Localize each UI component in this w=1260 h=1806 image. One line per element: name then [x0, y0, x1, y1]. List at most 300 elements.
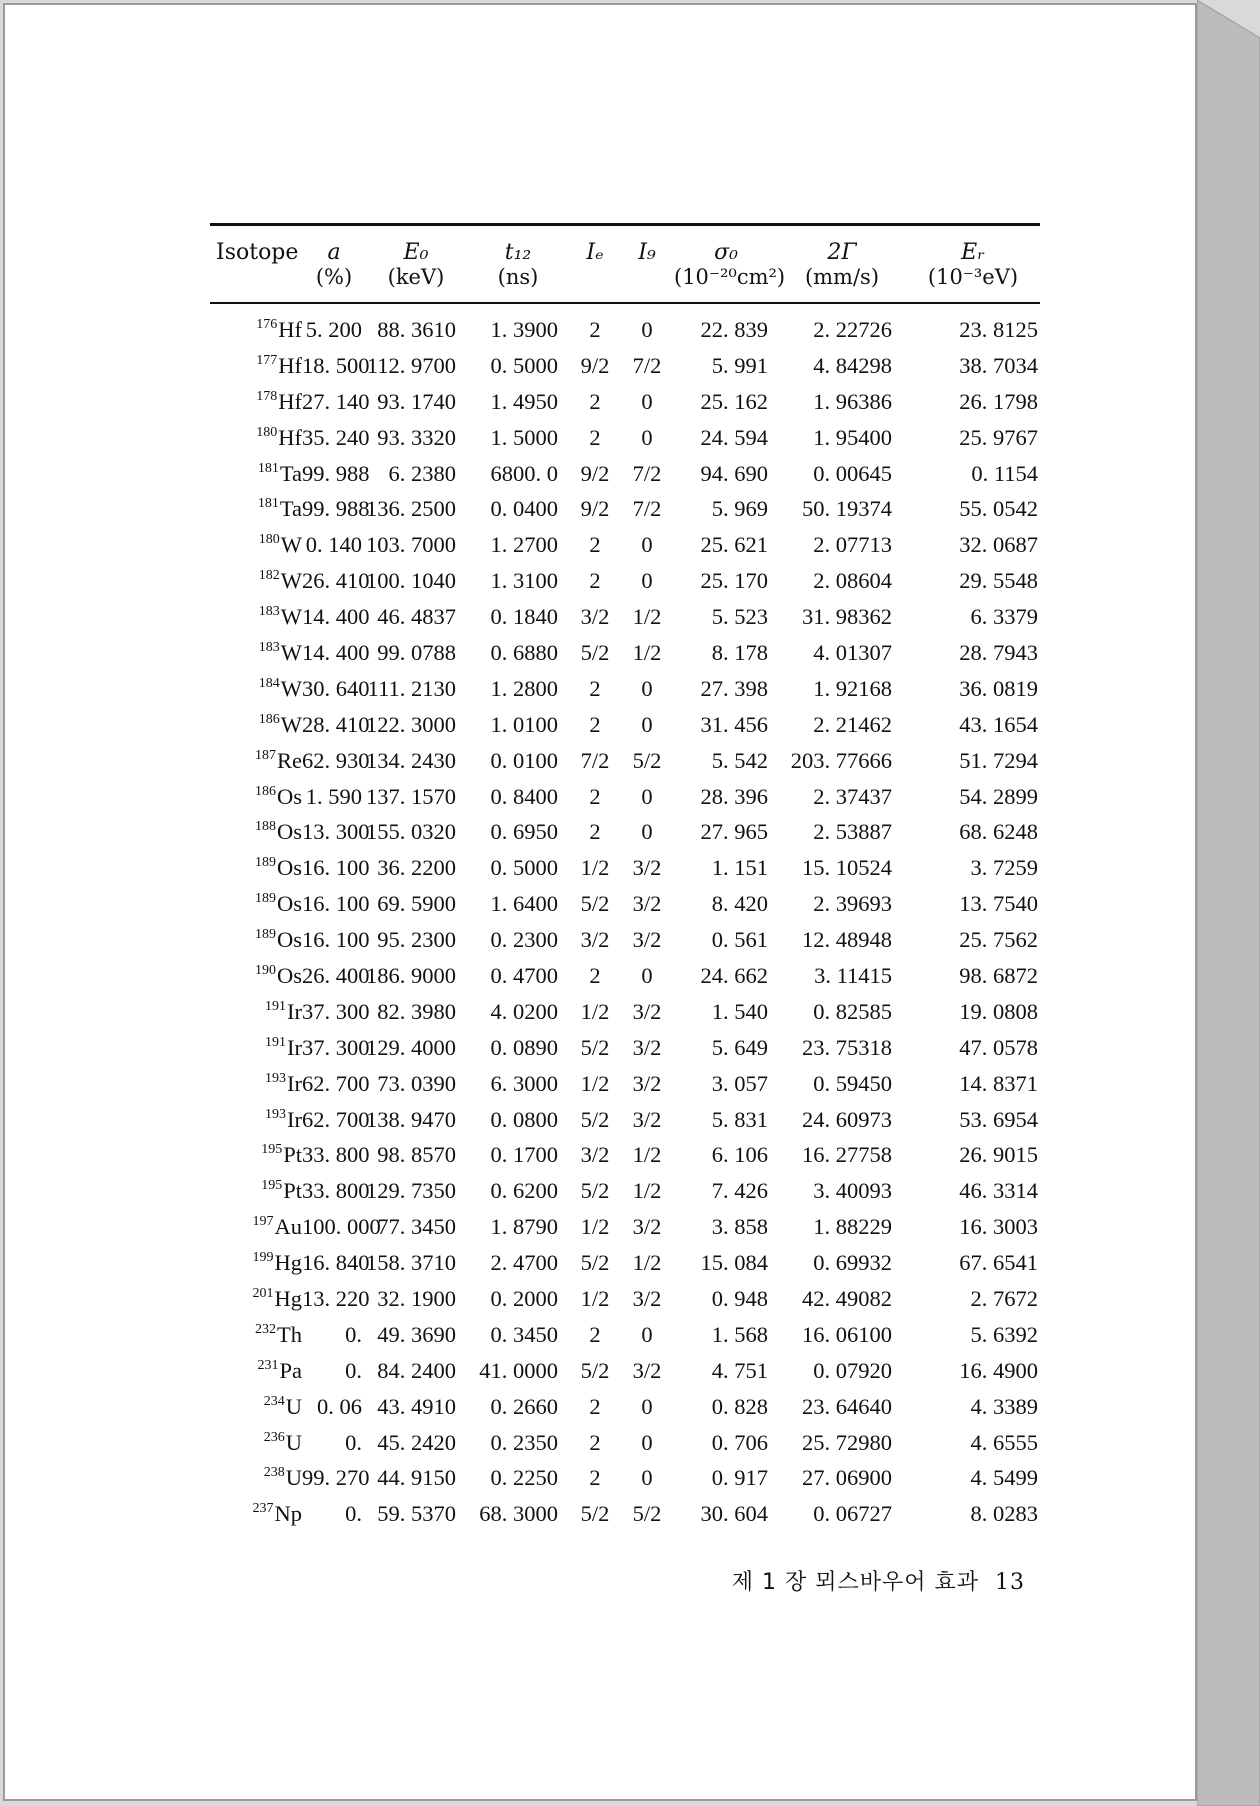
recoil-energy-cell: 14. 8371 [959, 1070, 1038, 1096]
ground-spin-cell: 3/2 [632, 1285, 662, 1311]
cross-section-cell: 3. 858 [711, 1214, 768, 1240]
ground-spin-cell: 7/2 [632, 496, 662, 522]
mass-number: 176 [256, 316, 278, 332]
element-symbol: W [280, 711, 302, 737]
table-row [210, 994, 1040, 1030]
halflife-cell: 0. 1840 [490, 604, 558, 630]
excited-spin-cell: 5/2 [580, 639, 610, 665]
recoil-energy-cell: 25. 7562 [959, 927, 1038, 953]
abundance-cell: 62. 930 [302, 747, 370, 773]
recoil-energy-cell: 16. 3003 [959, 1214, 1038, 1240]
halflife-cell: 1. 8790 [490, 1214, 558, 1240]
recoil-energy-cell: 0. 1154 [971, 460, 1038, 486]
element-symbol: Au [274, 1214, 302, 1240]
energy-cell: 82. 3980 [377, 998, 456, 1024]
cross-section-cell: 5. 991 [711, 352, 768, 378]
abundance-cell: 0. [345, 1429, 362, 1455]
mass-number: 178 [256, 388, 278, 404]
col-header-abundance: a (%) [315, 240, 353, 289]
energy-cell: 158. 3710 [366, 1250, 456, 1276]
element-symbol: Np [274, 1501, 302, 1527]
ground-spin-cell: 3/2 [632, 891, 662, 917]
cross-section-cell: 15. 084 [700, 1250, 768, 1276]
abundance-cell: 16. 100 [302, 855, 370, 881]
halflife-cell: 1. 4950 [490, 388, 558, 414]
cross-section-cell: 1. 151 [711, 855, 768, 881]
isotope-cell [210, 1461, 302, 1497]
abundance-cell: 26. 400 [302, 962, 370, 988]
isotope-cell [210, 491, 302, 527]
element-symbol: Os [276, 819, 302, 845]
excited-spin-cell: 2 [589, 962, 601, 988]
isotope-cell [210, 779, 302, 815]
element-symbol: Ir [287, 1070, 302, 1096]
isotope-cell [210, 304, 302, 348]
linewidth-cell: 23. 64640 [802, 1393, 892, 1419]
excited-spin-cell: 5/2 [580, 1357, 610, 1383]
ground-spin-cell: 7/2 [632, 352, 662, 378]
mass-number: 191 [265, 1034, 286, 1050]
isotope-cell [210, 850, 302, 886]
linewidth-cell: 1. 88229 [813, 1214, 892, 1240]
ground-spin-cell: 0 [641, 424, 653, 450]
abundance-cell: 16. 100 [302, 927, 370, 953]
excited-spin-cell: 1/2 [580, 855, 610, 881]
table-row [210, 1281, 1040, 1317]
halflife-cell: 0. 0400 [490, 496, 558, 522]
excited-spin-cell: 1/2 [580, 998, 610, 1024]
energy-cell: 32. 1900 [377, 1285, 456, 1311]
mass-number: 184 [258, 675, 280, 691]
ground-spin-cell: 0 [641, 819, 653, 845]
mass-number: 234 [263, 1393, 285, 1409]
element-symbol: Os [276, 783, 302, 809]
recoil-energy-cell: 26. 9015 [959, 1142, 1038, 1168]
mass-number: 189 [254, 855, 276, 871]
recoil-energy-cell: 28. 7943 [959, 639, 1038, 665]
mass-number: 187 [255, 747, 276, 763]
cross-section-cell: 5. 542 [711, 747, 768, 773]
mass-number: 189 [254, 927, 276, 943]
cross-section-cell: 0. 948 [711, 1285, 768, 1311]
halflife-cell: 1. 6400 [490, 891, 558, 917]
excited-spin-cell: 2 [589, 819, 601, 845]
excited-spin-cell: 5/2 [580, 1501, 610, 1527]
cross-section-cell: 8. 420 [711, 891, 768, 917]
energy-cell: 84. 2400 [377, 1357, 456, 1383]
recoil-energy-cell: 8. 0283 [970, 1501, 1038, 1527]
energy-cell: 155. 0320 [366, 819, 456, 845]
table-row [210, 304, 1040, 348]
book-edge [1197, 0, 1260, 1806]
ground-spin-cell: 1/2 [632, 1178, 662, 1204]
energy-cell: 36. 2200 [377, 855, 456, 881]
excited-spin-cell: 2 [589, 568, 601, 594]
energy-cell: 137. 1570 [366, 783, 456, 809]
linewidth-cell: 0. 82585 [813, 998, 892, 1024]
excited-spin-cell: 5/2 [580, 1106, 610, 1132]
energy-cell: 59. 5370 [377, 1501, 456, 1527]
halflife-cell: 0. 2000 [490, 1285, 558, 1311]
isotope-cell [210, 1137, 302, 1173]
excited-spin-cell: 2 [589, 1321, 601, 1347]
cross-section-cell: 0. 828 [711, 1393, 768, 1419]
halflife-cell: 0. 2660 [490, 1393, 558, 1419]
abundance-cell: 62. 700 [302, 1070, 370, 1096]
excited-spin-cell: 1/2 [580, 1070, 610, 1096]
abundance-cell: 5. 200 [305, 316, 362, 342]
ground-spin-cell: 3/2 [632, 1034, 662, 1060]
excited-spin-cell: 2 [589, 711, 601, 737]
energy-cell: 186. 9000 [366, 962, 456, 988]
table-row [210, 1173, 1040, 1209]
isotope-cell [210, 814, 302, 850]
isotope-cell [210, 1245, 302, 1281]
excited-spin-cell: 3/2 [580, 604, 610, 630]
col-header-isotope: Isotope [216, 240, 299, 265]
table-row [210, 886, 1040, 922]
isotope-cell [210, 348, 302, 384]
mass-number: 186 [258, 711, 280, 727]
mass-number: 193 [265, 1070, 286, 1086]
halflife-cell: 1. 3100 [490, 568, 558, 594]
col-header-halflife: t₁₂ (ns) [497, 240, 539, 289]
cross-section-cell: 0. 561 [711, 927, 768, 953]
table-row [210, 671, 1040, 707]
excited-spin-cell: 2 [589, 1429, 601, 1455]
recoil-energy-cell: 36. 0819 [959, 675, 1038, 701]
linewidth-cell: 0. 06727 [813, 1501, 892, 1527]
cross-section-cell: 5. 969 [711, 496, 768, 522]
recoil-energy-cell: 5. 6392 [970, 1321, 1038, 1347]
mass-number: 181 [257, 460, 279, 476]
isotope-cell [210, 1209, 302, 1245]
linewidth-cell: 42. 49082 [802, 1285, 892, 1311]
table-row [210, 599, 1040, 635]
element-symbol: U [285, 1465, 302, 1491]
linewidth-cell: 24. 60973 [802, 1106, 892, 1132]
element-symbol: Re [277, 747, 302, 773]
element-symbol: W [280, 639, 302, 665]
excited-spin-cell: 5/2 [580, 1250, 610, 1276]
recoil-energy-cell: 53. 6954 [959, 1106, 1038, 1132]
ground-spin-cell: 5/2 [632, 747, 662, 773]
element-symbol: Hg [274, 1250, 302, 1276]
table-row [210, 958, 1040, 994]
isotope-cell [210, 1425, 302, 1461]
mass-number: 183 [258, 604, 280, 620]
table-row [210, 384, 1040, 420]
abundance-cell: 16. 840 [302, 1250, 370, 1276]
recoil-energy-cell: 55. 0542 [959, 496, 1038, 522]
halflife-cell: 0. 5000 [490, 352, 558, 378]
element-symbol: Ir [287, 998, 302, 1024]
ground-spin-cell: 0 [641, 783, 653, 809]
ground-spin-cell: 3/2 [632, 998, 662, 1024]
abundance-cell: 13. 300 [302, 819, 370, 845]
energy-cell: 138. 9470 [366, 1106, 456, 1132]
abundance-cell: 14. 400 [302, 639, 370, 665]
cross-section-cell: 31. 456 [700, 711, 768, 737]
mass-number: 189 [254, 891, 276, 907]
linewidth-cell: 23. 75318 [802, 1034, 892, 1060]
abundance-cell: 0. [345, 1501, 362, 1527]
element-symbol: W [280, 532, 302, 558]
table-row [210, 779, 1040, 815]
energy-cell: 49. 3690 [377, 1321, 456, 1347]
cross-section-cell: 4. 751 [711, 1357, 768, 1383]
cross-section-cell: 22. 839 [700, 316, 768, 342]
col-header-cross-section: σ₀ (10⁻²⁰cm²) [674, 240, 786, 289]
element-symbol: U [285, 1429, 302, 1455]
ground-spin-cell: 3/2 [632, 1357, 662, 1383]
abundance-cell: 62. 700 [302, 1106, 370, 1132]
mass-number: 199 [252, 1250, 274, 1266]
linewidth-cell: 16. 06100 [802, 1321, 892, 1347]
excited-spin-cell: 2 [589, 1465, 601, 1491]
ground-spin-cell: 0 [641, 962, 653, 988]
ground-spin-cell: 0 [641, 532, 653, 558]
table-row [210, 814, 1040, 850]
mass-number: 201 [252, 1285, 274, 1301]
cross-section-cell: 27. 398 [700, 675, 768, 701]
page-footer [705, 1565, 1025, 1596]
mass-number: 183 [258, 639, 280, 655]
halflife-cell: 0. 2250 [490, 1465, 558, 1491]
table-row [210, 635, 1040, 671]
element-symbol: Hg [274, 1285, 302, 1311]
excited-spin-cell: 3/2 [580, 1142, 610, 1168]
ground-spin-cell: 3/2 [632, 1070, 662, 1096]
ground-spin-cell: 1/2 [632, 1142, 662, 1168]
mass-number: 231 [257, 1357, 279, 1373]
linewidth-cell: 2. 53887 [813, 819, 892, 845]
mass-number: 186 [254, 783, 276, 799]
table-row [210, 1317, 1040, 1353]
cross-section-cell: 24. 662 [700, 962, 768, 988]
energy-cell: 95. 2300 [377, 927, 456, 953]
excited-spin-cell: 7/2 [580, 747, 610, 773]
linewidth-cell: 0. 00645 [813, 460, 892, 486]
halflife-cell: 0. 6200 [490, 1178, 558, 1204]
linewidth-cell: 2. 22726 [813, 316, 892, 342]
cross-section-cell: 94. 690 [700, 460, 768, 486]
table-row [210, 1425, 1040, 1461]
table-row [210, 850, 1040, 886]
excited-spin-cell: 5/2 [580, 891, 610, 917]
cross-section-cell: 5. 523 [711, 604, 768, 630]
recoil-energy-cell: 25. 9767 [959, 424, 1038, 450]
linewidth-cell: 2. 07713 [813, 532, 892, 558]
halflife-cell: 0. 2300 [490, 927, 558, 953]
ground-spin-cell: 0 [641, 675, 653, 701]
element-symbol: Ta [279, 496, 302, 522]
isotope-cell [210, 635, 302, 671]
halflife-cell: 0. 5000 [490, 855, 558, 881]
recoil-energy-cell: 3. 7259 [970, 855, 1038, 881]
halflife-cell: 6800. 0 [490, 460, 558, 486]
col-header-recoil-energy: Eᵣ (10⁻³eV) [927, 240, 1019, 289]
ground-spin-cell: 0 [641, 568, 653, 594]
cross-section-cell: 0. 706 [711, 1429, 768, 1455]
excited-spin-cell: 2 [589, 316, 601, 342]
energy-cell: 93. 1740 [377, 388, 456, 414]
isotope-cell [210, 456, 302, 492]
abundance-cell: 26. 410 [302, 568, 370, 594]
excited-spin-cell: 2 [589, 675, 601, 701]
halflife-cell: 4. 0200 [490, 998, 558, 1024]
table-row [210, 1137, 1040, 1173]
recoil-energy-cell: 54. 2899 [959, 783, 1038, 809]
element-symbol: Ta [279, 460, 302, 486]
energy-cell: 45. 2420 [377, 1429, 456, 1455]
energy-cell: 73. 0390 [377, 1070, 456, 1096]
halflife-cell: 0. 6950 [490, 819, 558, 845]
isotope-cell [210, 420, 302, 456]
ground-spin-cell: 0 [641, 1429, 653, 1455]
linewidth-cell: 15. 10524 [802, 855, 892, 881]
isotope-cell [210, 527, 302, 563]
ground-spin-cell: 7/2 [632, 460, 662, 486]
abundance-cell: 27. 140 [302, 388, 370, 414]
abundance-cell: 13. 220 [302, 1285, 370, 1311]
recoil-energy-cell: 13. 7540 [959, 891, 1038, 917]
col-header-excited-spin: Iₑ [586, 240, 604, 265]
cross-section-cell: 5. 831 [711, 1106, 768, 1132]
table-row [210, 1066, 1040, 1102]
chapter-title: 제 1 장 뫼스바우어 효과 [731, 1570, 979, 1595]
halflife-cell: 0. 6880 [490, 639, 558, 665]
halflife-cell: 0. 8400 [490, 783, 558, 809]
mass-number: 238 [263, 1465, 285, 1481]
element-symbol: Os [276, 855, 302, 881]
energy-cell: 100. 1040 [366, 568, 456, 594]
energy-cell: 129. 4000 [366, 1034, 456, 1060]
cross-section-cell: 3. 057 [711, 1070, 768, 1096]
table-row [210, 922, 1040, 958]
isotope-cell [210, 1353, 302, 1389]
isotope-cell [210, 886, 302, 922]
halflife-cell: 0. 0100 [490, 747, 558, 773]
isotope-cell [210, 599, 302, 635]
isotope-table-container [210, 223, 1040, 1532]
linewidth-cell: 203. 77666 [790, 747, 892, 773]
ground-spin-cell: 3/2 [632, 927, 662, 953]
col-header-energy: E₀ (keV) [387, 240, 445, 289]
halflife-cell: 0. 0890 [490, 1034, 558, 1060]
table-body [210, 304, 1040, 1532]
table-row [210, 1389, 1040, 1425]
element-symbol: Pa [279, 1357, 302, 1383]
abundance-cell: 1. 590 [305, 783, 362, 809]
mass-number: 190 [254, 962, 276, 978]
element-symbol: Ir [287, 1106, 302, 1132]
abundance-cell: 99. 988 [302, 460, 370, 486]
energy-cell: 136. 2500 [366, 496, 456, 522]
abundance-cell: 14. 400 [302, 604, 370, 630]
isotope-cell [210, 1496, 302, 1532]
halflife-cell: 6. 3000 [490, 1070, 558, 1096]
table-row [210, 1353, 1040, 1389]
excited-spin-cell: 1/2 [580, 1285, 610, 1311]
recoil-energy-cell: 51. 7294 [959, 747, 1038, 773]
recoil-energy-cell: 67. 6541 [959, 1250, 1038, 1276]
energy-cell: 129. 7350 [366, 1178, 456, 1204]
energy-cell: 43. 4910 [377, 1393, 456, 1419]
linewidth-cell: 4. 01307 [813, 639, 892, 665]
linewidth-cell: 0. 69932 [813, 1250, 892, 1276]
ground-spin-cell: 3/2 [632, 1106, 662, 1132]
element-symbol: Hf [278, 424, 302, 450]
recoil-energy-cell: 47. 0578 [959, 1034, 1038, 1060]
abundance-cell: 16. 100 [302, 891, 370, 917]
table-row [210, 491, 1040, 527]
recoil-energy-cell: 4. 5499 [970, 1465, 1038, 1491]
mass-number: 177 [256, 352, 278, 368]
halflife-cell: 41. 0000 [479, 1357, 558, 1383]
energy-cell: 46. 4837 [377, 604, 456, 630]
excited-spin-cell: 5/2 [580, 1034, 610, 1060]
isotope-cell [210, 707, 302, 743]
halflife-cell: 1. 2800 [490, 675, 558, 701]
excited-spin-cell: 2 [589, 783, 601, 809]
cross-section-cell: 30. 604 [700, 1501, 768, 1527]
element-symbol: W [280, 604, 302, 630]
energy-cell: 44. 9150 [377, 1465, 456, 1491]
ground-spin-cell: 1/2 [632, 1250, 662, 1276]
isotope-cell [210, 1102, 302, 1138]
table-row [210, 1245, 1040, 1281]
mass-number: 195 [261, 1178, 283, 1194]
excited-spin-cell: 9/2 [580, 460, 610, 486]
mass-number: 180 [258, 532, 280, 548]
excited-spin-cell: 2 [589, 1393, 601, 1419]
ground-spin-cell: 0 [641, 316, 653, 342]
mass-number: 181 [257, 496, 279, 512]
excited-spin-cell: 1/2 [580, 1214, 610, 1240]
ground-spin-cell: 0 [641, 711, 653, 737]
linewidth-cell: 25. 72980 [802, 1429, 892, 1455]
abundance-cell: 18. 500 [302, 352, 370, 378]
ground-spin-cell: 0 [641, 388, 653, 414]
energy-cell: 111. 2130 [367, 675, 456, 701]
energy-cell: 93. 3320 [377, 424, 456, 450]
table-row [210, 420, 1040, 456]
table-header-row [210, 226, 1040, 290]
cross-section-cell: 25. 162 [700, 388, 768, 414]
linewidth-cell: 12. 48948 [802, 927, 892, 953]
linewidth-cell: 4. 84298 [813, 352, 892, 378]
table-row [210, 743, 1040, 779]
excited-spin-cell: 5/2 [580, 1178, 610, 1204]
halflife-cell: 1. 5000 [490, 424, 558, 450]
isotope-cell [210, 384, 302, 420]
isotope-cell [210, 1173, 302, 1209]
recoil-energy-cell: 43. 1654 [959, 711, 1038, 737]
abundance-cell: 0. [345, 1357, 362, 1383]
recoil-energy-cell: 46. 3314 [959, 1178, 1038, 1204]
ground-spin-cell: 1/2 [632, 639, 662, 665]
element-symbol: W [280, 568, 302, 594]
table-row [210, 348, 1040, 384]
isotope-cell [210, 922, 302, 958]
ground-spin-cell: 5/2 [632, 1501, 662, 1527]
element-symbol: Os [276, 927, 302, 953]
halflife-cell: 1. 0100 [490, 711, 558, 737]
element-symbol: Hf [278, 388, 302, 414]
energy-cell: 122. 3000 [366, 711, 456, 737]
table-row [210, 1030, 1040, 1066]
